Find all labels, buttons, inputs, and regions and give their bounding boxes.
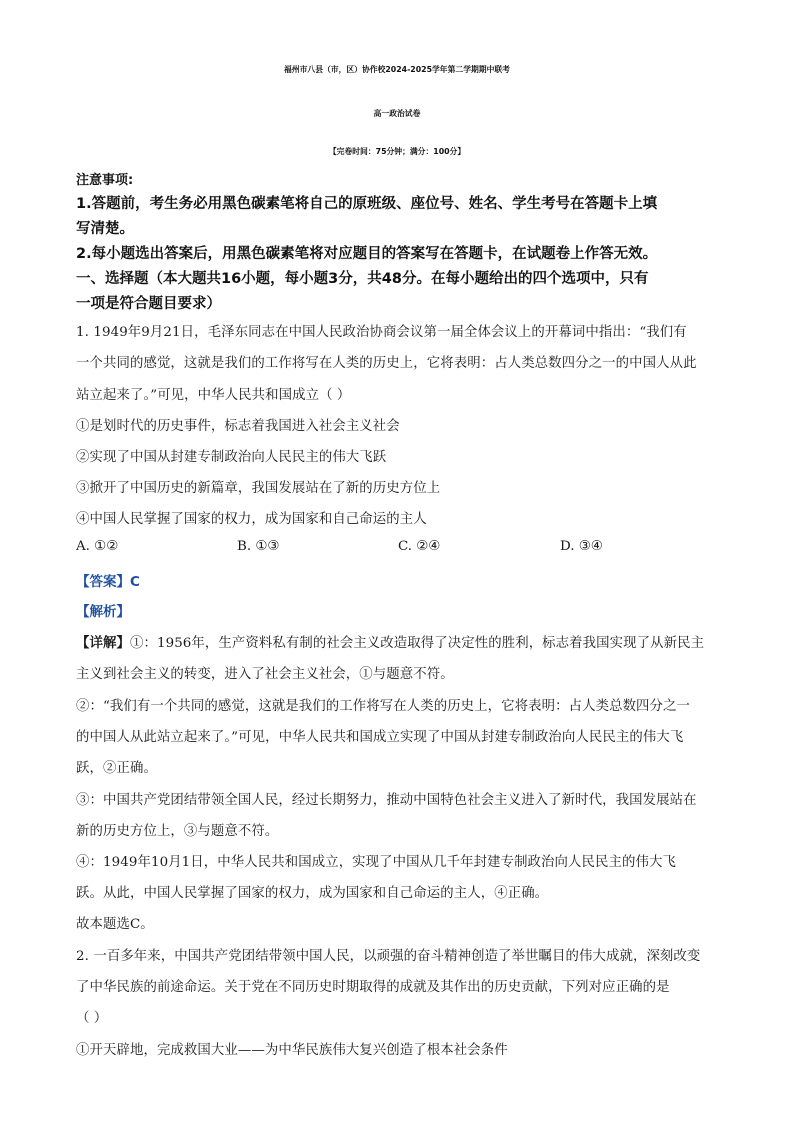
q1-detail-3-cont: 新的历史方位上，③与题意不符。 xyxy=(76,824,279,839)
section-heading: 一、选择题（本大题共16小题，每小题3分，共48分。在每小题给出的四个选项中，只有 xyxy=(76,271,649,287)
q1-option-c: C. ②④ xyxy=(398,539,441,554)
q1-detail-2-cont: 的中国人从此站立起来了。”可见，中华人民共和国成立实现了中国从封建专制政治向人民民主的伟大飞 xyxy=(76,730,684,745)
q1-statement-1: ①是划时代的历史事件，标志着我国进入社会主义社会 xyxy=(76,419,400,434)
notice-item-1-cont: 写清楚。 xyxy=(76,221,134,237)
q2-stem-line-2: 了中华民族的前途命运。关于党在不同历史时期取得的成就及其作出的历史贡献，下列对应正确的是 xyxy=(76,980,670,995)
detail-label: 【详解】 xyxy=(76,636,130,651)
q1-conclusion: 故本题选C。 xyxy=(76,917,154,932)
q1-detail-1-cont: 主义到社会主义的转变，进入了社会主义社会，①与题意不符。 xyxy=(76,667,454,682)
q1-detail-1 xyxy=(76,632,736,651)
section-heading-cont: 一项是符合题目要求） xyxy=(76,296,221,312)
q2-stem-line-3: （ ） xyxy=(76,1011,108,1026)
q1-stem-line-2: 一个共同的感觉，这就是我们的工作将写在人类的历史上，它将表明：占人类总数四分之一的中国人从此 xyxy=(76,356,697,371)
q1-detail-4-cont: 跃。从此，中国人民掌握了国家的权力，成为国家和自己命运的主人，④正确。 xyxy=(76,886,549,901)
q1-detail-2-end: 跃，②正确。 xyxy=(76,761,157,776)
notice-item-2: 2.每小题选出答案后，用黑色碳素笔将对应题目的答案写在答题卡，在试题卷上作答无效。 xyxy=(76,246,658,262)
notice-item-1: 1.答题前，考生务必用黑色碳素笔将自己的原班级、座位号、姓名、学生考号在答题卡上填 xyxy=(76,196,658,212)
q1-answer xyxy=(76,570,140,590)
exam-title: 福州市八县（市，区）协作校2024-2025学年第二学期期中联考 xyxy=(284,65,510,74)
q1-detail-4: ④：1949年10月1日，中华人民共和国成立，实现了中国从几千年封建专制政治向人民民主的伟大飞 xyxy=(76,855,676,870)
notice-heading: 注意事项: xyxy=(76,173,134,188)
q1-option-b: B. ①③ xyxy=(237,539,280,554)
exam-subject-title: 高一政治试卷 xyxy=(373,109,421,118)
q1-stem: 1. 1949年9月21日，毛泽东同志在中国人民政治协商会议第一届全体会议上的开幕词中指出：“我们有 xyxy=(76,325,687,340)
answer-label: 【答案】C xyxy=(76,574,140,590)
q1-stem-line-3: 站立起来了。”可见，中华人民共和国成立（ ） xyxy=(76,388,351,403)
q1-statement-2: ②实现了中国从封建专制政治向人民民主的伟大飞跃 xyxy=(76,450,387,465)
q1-statement-4: ④中国人民掌握了国家的权力，成为国家和自己命运的主人 xyxy=(76,512,427,527)
q1-analysis-label: 【解析】 xyxy=(76,604,130,620)
exam-time-score: 【完卷时间：75分钟；满分：100分】 xyxy=(328,147,466,156)
q1-option-a: A. ①② xyxy=(76,539,119,554)
q1-detail-2: ②：“我们有一个共同的感觉，这就是我们的工作将写在人类的历史上，它将表明：占人类总数四分之一 xyxy=(76,699,691,714)
q1-detail-3: ③：中国共产党团结带领全国人民，经过长期努力，推动中国特色社会主义进入了新时代，我国发展站在 xyxy=(76,793,697,808)
q1-statement-3: ③掀开了中国历史的新篇章，我国发展站在了新的历史方位上 xyxy=(76,481,441,496)
detail-1-text: ①：1956年，生产资料私有制的社会主义改造取得了决定性的胜利，标志着我国实现了从新民主 xyxy=(129,636,705,651)
q2-stem: 2. 一百多年来，中国共产党团结带领中国人民，以顽强的奋斗精神创造了举世瞩目的伟大成就，深刻改变 xyxy=(76,949,701,964)
q2-statement-1: ①开天辟地，完成救国大业——为中华民族伟大复兴创造了根本社会条件 xyxy=(76,1043,508,1058)
q1-option-d: D. ③④ xyxy=(560,539,603,554)
